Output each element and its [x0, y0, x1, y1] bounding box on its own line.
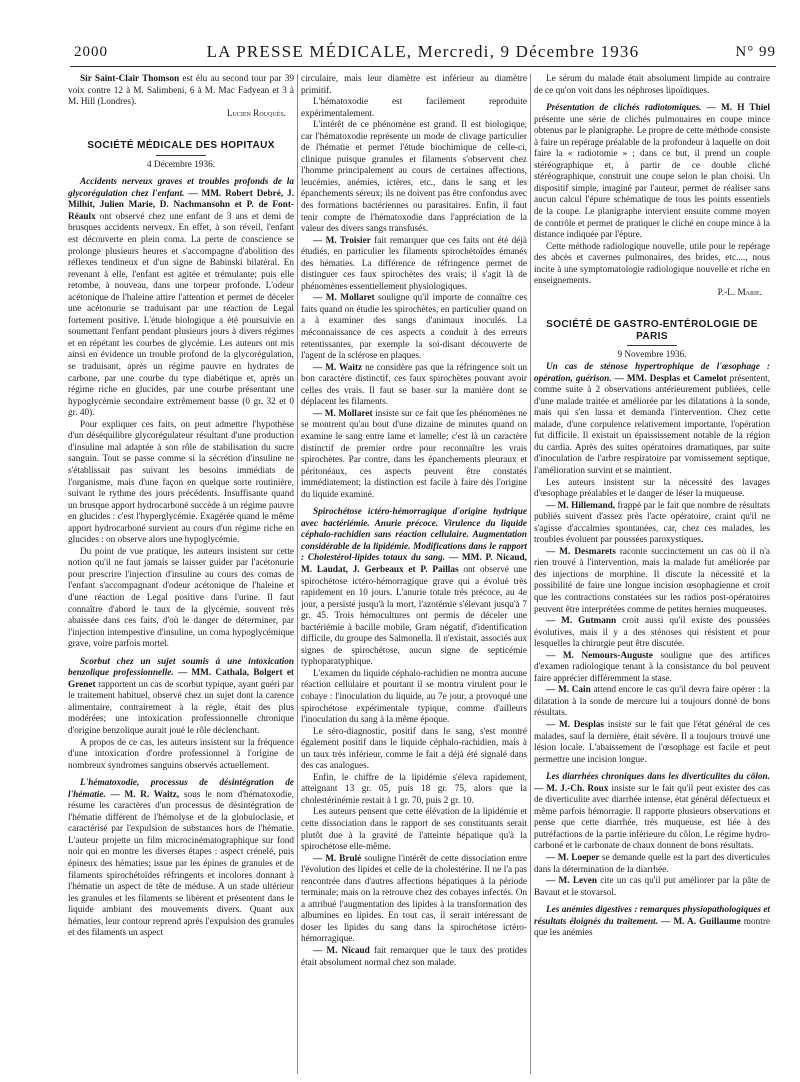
article-authors: — M. R. Waitz, [105, 789, 180, 800]
paragraph-text: attend encore le cas qu'il devra faire opérer : la dilatation à la sonde de mercure lui a toujours donné de bons résultats. [534, 685, 770, 719]
discussion [301, 236, 527, 294]
discussion [534, 501, 770, 547]
speaker-name: — M. Gutmann [546, 616, 617, 627]
speaker-name: — M. Cain [546, 685, 591, 696]
paragraph-text: fait remarquer que ces faits ont été déjà étudiés, en particulier les filaments spirochétoïdes émanés des hématies. La différence de réfringence permet de distinguer ces faux spirochètes des vrais; il s'agit là de phénomènes essentiellement physiologiques. [301, 235, 527, 292]
paragraph: Le sérum du malade était absolument limpide au contraire de ce qu'on voit dans les néphroses lipoïdiques. [534, 74, 770, 96]
paragraph: Les auteurs insistent sur la nécessité des lavages d'œsophage préalables et le danger de léser la muqueuse. [534, 477, 770, 500]
article-title: L'hématoxodie, processus de désintégration de l'hématie. [68, 778, 294, 800]
paragraph-text: croit aussi qu'il existe des poussées évolutives, mais il y a des sténoses qui résistent et pour lesquelles la chirurgie peut être discutée. [534, 616, 770, 650]
page-number: 2000 [74, 44, 108, 60]
article-title: Les diarrhées chroniques dans les diverticulites du côlon. [546, 772, 770, 783]
article [534, 905, 770, 940]
paragraph: L'hématoxodie est facilement reproduite expérimentalement. [301, 97, 527, 119]
paragraph: Du point de vue pratique, les auteurs insistent sur cette notion qu'il ne faut jamais se laisser guider par l'acétonurie pour prescrire l'injection d'insuline au cours des comas de l'enfant s'accompagnant d'odeur acétonique de l'haleine et d'une réaction de Legal positive dans l'urine. Il faut connaître d'abord le taux de la glycémie, souvent très abaissée dans ces faits, d'où le danger de déterminer, par l'injection intempestive d'insuline, un coma hypoglycémique grave, voire parfois mortel. [68, 546, 294, 650]
header-rule [70, 66, 776, 67]
paragraph: circulaire, mais leur diamètre est inférieur au diamètre primitif. [301, 74, 527, 96]
paragraph: Cette méthode radiologique nouvelle, utile pour le repérage des abcès et cavernes pulmonaires, des brides, etc...., nous incite à une symptomatologie radiologique nouvelle et riche en enseignements. [534, 241, 770, 287]
journal-title: LA PRESSE MÉDICALE, Mercredi, 9 Décembre 1936 [206, 42, 640, 61]
paragraph: Les auteurs pensent que cette élévation de la lipidémie et cette dissociation dans le rapport de ses constituants serait plutôt due à la gravité de l'atteinte hépatique qu'à la spirochétose elle-même. [301, 807, 527, 853]
article-title: Présentation de clichés radiotomiques. [546, 103, 702, 114]
column-divider [530, 74, 531, 1074]
speaker-name: — M. Nicaud [313, 946, 370, 957]
section-title: SOCIÉTÉ MÉDICALE DES HOPITAUX [68, 140, 294, 156]
speaker-name: — M. Troisier [313, 235, 371, 246]
column-divider [297, 74, 298, 1074]
article-title: Accidents nerveux graves et troubles profonds de la glycorégulation chez l'enfant. [68, 177, 294, 199]
column-2 [301, 74, 527, 1074]
page-header [70, 38, 776, 68]
article [68, 657, 294, 738]
speaker-name: — M. Hillemand, [546, 500, 616, 511]
speaker-name: — M. Mollaret [313, 408, 373, 419]
paragraph-text: est élu au second tour par 39 voix contre 12 à M. Salimbeni, 6 à M. Mac Fadyean et 3 à M. Hill (Londres). [68, 74, 294, 108]
paragraph-text: raconte succinctement un cas où il n'a rien trouvé à l'intervention, mais la malade fut améliorée par des injections de morphine. Il discute la nécessité et la possibilité de faire une longue incision œsophagienne et croit que les contractions constatées sur les radios post-opératoires peuvent être interprétées comme de petites hernies muqueuses. [534, 546, 770, 615]
article-authors: — M. A. Guillaume [658, 916, 741, 927]
paragraph-text: insiste sur le fait qu'il peut exister des cas de diverticulite avec diarrhée intense, état général défectueux et même parfois hémorragie. Il rapporte plusieurs observations et pense que cette diarrhée, très muqueuse, est liée à des putréfactions de la partie inférieure du côlon. Le régime hydro-carboné et le carbonate de chaux donnent de bons résultats. [534, 783, 770, 852]
paragraph-text: se demande quelle est la part des diverticules dans la détermination de la diarrhée. [534, 853, 770, 875]
article [534, 362, 770, 477]
paragraph-text: ont observé chez une enfant de 3 ans et demi de brusques accidents nerveux. En effet, à son réveil, l'enfant est découverte en plein coma. La perte de conscience se prolonge plusieurs heures et s'accompagne d'abolition des réflexes tendineux et d'un signe de Babinski bilatéral. En revenant à elle, l'enfant est agitée et trémulante; puis elle retombe, à nouveau, dans une torpeur profonde. L'odeur acétonique de l'haleine attire l'attention et permet de déceler une acétonurie se traduisant par une réaction de Legal fortement positive. L'étude biologique a été poursuivie en soumettant l'enfant pendant plusieurs jours à divers régimes et en répétant les courbes de glycémie. Les auteurs ont mis ainsi en évidence un trouble profond de la glycorégulation, se traduisant, après un régime pauvre en hydrates de carbone, par une courbe du type diabétique et, après un régime riche en glucides, par une courbe présentant une hypoglycémie secondaire extrêmement basse (0 gr. 32 et 0 gr. 40). [68, 211, 294, 419]
paragraph: A propos de ce cas, les auteurs insistent sur la fréquence d'une intoxication d'ordre professionnel à l'origine de nombreux syndromes sanguins observés actuellement. [68, 737, 294, 771]
article [68, 778, 294, 940]
paragraph-text: montre que les anémies [534, 916, 770, 939]
article-authors: — MM. Desplas et Camelot [611, 373, 727, 384]
signature: Lucien Rouquès. [226, 108, 286, 119]
paragraph-text: sous le nom d'hématoxodie, résume les caractères d'un processus de désintégration de l'hématie différent de l'hémolyse et de la globuloclasie, et caractérisé par l'expulsion de substances hors de l'hématie. L'auteur projette un film microcinématographique sur fond noir qui en montre les diverses étapes : aspect crénelé, puis épineux des hématies; issue par les épines de granules et de filaments spirochétoïdes réfringents et incolores donnant à l'hématie un aspect de tête de méduse. A un stade ultérieur les granules et les filaments se libèrent et présentent dans le liquide ambiant des mouvements divers. Quant aux hématies, leur contour reprend après l'expulsion des granules et des filaments un aspect [68, 789, 294, 939]
paragraph: Pour expliquer ces faits, on peut admettre l'hypothèse d'un déséquilibre glycorégulateur résultant d'une production d'insuline mal adaptée à son rôle de stabilisation du sucre sanguin. Tout se passe comme si la sécrétion d'insuline ne s'établissait pas suivant les besoins immédiats de l'organisme, mais d'une façon en quelque sorte routinière, suivant le rythme des jours précédents. Insuffisante quand un brusque apport hydrocarboné succède à un régime pauvre en glucides : c'est l'hyperglycémie. Exagérée quand le même apport hydrocarboné survient au cours d'un régime riche en glucides : on observe alors une hypoglycémie. [68, 419, 294, 546]
discussion [301, 363, 527, 409]
paragraph-text: rapportent un cas de scorbut typique, ayant guéri par le traitement habituel, observé chez un sujet dont la carence alimentaire, contrairement à la règle, était des plus modérées; une intoxication professionnelle chronique d'origine benzolique aurait joué le rôle déclenchant. [68, 679, 294, 736]
section-date: 4 Décembre 1936. [146, 159, 216, 170]
article-title: Scorbut chez un sujet soumis à une intoxication benzolique professionnelle. [68, 656, 294, 679]
signature: P.-L. Marie. [717, 287, 762, 298]
speaker-name: — M. Desplas [546, 719, 605, 730]
column-3 [534, 74, 770, 1074]
article-title: Spirochétose ictéro-hémorragique d'origine hydrique avec bactériémie. Anurie précoce. Virulence du liquide céphalo-rachidien sans réaction cellulaire. Augmentation considérable de la lipidémie. Modifications dans le rapport : Cholestérol-lipides totaux du sang. [301, 507, 527, 564]
paragraph [68, 74, 294, 109]
paragraph: Le séro-diagnostic, positif dans le sang, s'est montré également positif dans le liquide céphalo-rachidien, mais à un taux très inférieur, comme le fait a déjà été signalé dans des cas analogues. [301, 726, 527, 772]
paragraph-text: souligne l'intérêt de cette dissociation entre l'évolution des lipides et celle de la cholestérine. Il ne l'a pas rencontrée dans d'autres affections hépatiques à la période terminale; mais on la retrouve chez des cobayes infectés. On a attribué l'augmentation des lipides à la transformation des albumines en lipides. En tout cas, il serait intéressant de doser les lipides du sang dans la spirochétose ictéro-hémorragique. [301, 853, 527, 945]
author-names: Sir Saint-Clair Thomson [80, 74, 180, 84]
article-authors: — MM. P. Nicaud, M. Laudat, J. Gerbeaux et P. Paillas [301, 553, 527, 575]
speaker-name: — M. Mollaret [313, 293, 375, 304]
paragraph-text: insiste sur le fait que l'état général de ces malades, sauf la dernière, était sévère. Il a toujours trouvé une lésion locale. L'abaissement de l'œsophage est facile et peut permettre une incision longue. [534, 719, 770, 765]
discussion [534, 685, 770, 720]
article-authors: — M. J.-Ch. Roux [534, 783, 609, 794]
article [301, 507, 527, 669]
discussion [534, 853, 770, 876]
article-authors: — MM. Robert Debré, J. Milhit, Julien Marie, D. Nachmansohn et P. de Font-Réaulx [68, 188, 294, 222]
speaker-name: — M. Desmarets [546, 546, 616, 557]
speaker-name: — M. Loeper [546, 853, 600, 863]
section-date: 9 Novembre 1936. [617, 350, 687, 361]
discussion [534, 876, 770, 899]
article-title: Les anémies digestives : remarques physiopathologiques et résultats éloignés du traitement. [534, 905, 770, 927]
paragraph-text: insiste sur ce fait que les phénomènes ne se montrent qu'au bout d'une dizaine de minutes quand on examine le sang entre lame et lamelle; c'est là un caractère distinctif de premier ordre pour reconnaître les vrais spirochètes. Par contre, dans les épanchements pleuraux et péritonéaux, ces aspects peuvent être constatés immédiatement; la distinction est facile à faire dès l'origine du liquide examiné. [301, 408, 527, 500]
section-title: SOCIÉTÉ DE GASTRO-ENTÉROLOGIE DE PARIS [534, 319, 770, 346]
paragraph: Enfin, le chiffre de la lipidémie s'éleva rapidement, atteignant 13 gr. 05, puis 18 gr. 75, alors que la cholestérinémie restait à 1 gr. 70, puis 2 gr. 10. [301, 772, 527, 806]
speaker-name: — M. Nemours-Auguste [546, 650, 653, 661]
paragraph-text: présente une série de clichés pulmonaires en coupe mince obtenus par le planigraphe. Le propre de cette méthode consiste à faire un repérage préalable de la profondeur à laquelle on doit faire la « radiotomie » ; dans ce but, il prend un couple stéréographique et, à partir de ce double cliché stéréographique, construit une coupe selon le plan choisi. Un dispositif simple, imaginé par l'auteur, permet de réaliser sans aucun calcul l'épure schématique de tous les points essentiels de la coupe. Le planigraphe intervient ensuite comme moyen de contrôle et permet de pratiquer le cliché en coupe mince à la distance indiquée par l'épure. [534, 114, 770, 241]
article-authors: — M. H Thiel [701, 103, 770, 114]
speaker-name: — M. Brulé [313, 853, 362, 864]
paragraph-text: souligne que des artifices d'examen radiologique tenant à la consistance du bol peuvent faire apprécier différemment la stase. [534, 650, 770, 684]
discussion [534, 720, 770, 766]
issue-number: N° 99 [735, 44, 776, 60]
discussion [534, 651, 770, 686]
paragraph-text: frappé par le fait que nombre de résultats publiés suivent d'assez près l'acte opératoire, craint qu'il ne s'agisse d'accalmies spontanées, car, chez ces malades, les troubles évoluent par poussées paroxystiques. [534, 500, 770, 546]
paragraph-text: ont observé une spirochétose ictéro-hémorragique grave qui a évolué très rapidement en 10 jours. L'anurie totale très précoce, au 4e jour, a persisté jusqu'à la mort, l'azotémie s'élevant jusqu'à 7 gr. 45. Trois hémocultures ont permis de déceler une bactériémie à bacille mobile, Gram négatif, d'identification difficile, du groupe des Salmonella. Il n'existait, associés aux signes de spirochétose, aucun signe de septicémie typhoparatyphique. [301, 564, 527, 668]
discussion [301, 854, 527, 946]
article-authors: — MM. Cathala, Bolgert et Grenet [68, 668, 294, 690]
paragraph: L'intérêt de ce phénomène est grand. Il est biologique, car l'hématoxodie représente un mode de clivage particulier de l'hématie et permet l'étude biochimique de celle-ci, clinique puisque granules et filaments s'observent chez l'homme principalement au cours de certaines affections, leucémies, anémies, ictères, etc., dans le sang et les épanchements séreux; ils ne doivent pas être confondus avec des formations bactériennes ou parasitaires. Enfin, il faut tenir compte de l'hématoxodie dans l'appréciation de la valeur des divers sangs transfusés. [301, 120, 527, 235]
paragraph-text: souligne qu'il importe de connaître ces faits quand on étudie les spirochètes, en particulier quand on a à examiner des sangs d'animaux inoculés. La méconnaissance de ces aspects a conduit à des erreurs retentissantes, par exemple la soi-disant découverte de l'agent de la sclérose en plaques. [301, 293, 527, 362]
column-1 [68, 74, 294, 1074]
discussion [301, 409, 527, 501]
speaker-name: — M. Leven [546, 876, 597, 887]
discussion [534, 616, 770, 651]
paragraph-text: présentent, comme suite à 2 observations antérieurement publiées, celle d'une malade traitée et améliorée par les dilatations à la sonde, mais qui s'en lassa et demanda l'intervention. Chez cette malade, d'une corpulence relativement importante, l'opération fut difficile. Il existait un épaississement notable de la région du cardia. Après des suites opératoires dramatiques, par suite d'inoculation de l'arbre respiratoire par vomissement septique, l'amélioration survint et se maintient. [534, 373, 770, 476]
paragraph-text: cite un cas qu'il put améliorer par la pâte de Bavaut et le stovarsol. [534, 876, 770, 898]
discussion [301, 946, 527, 969]
article [534, 772, 770, 853]
paragraph: L'examen du liquide céphalo-rachidien ne montra aucune réaction cellulaire et pourtant il se montra virulent pour le cobaye : l'inoculation du liquide, au 7e jour, a provoqué une spirochétose expérimentale typique, comme d'ailleurs l'inoculation du sang à la même époque. [301, 668, 527, 726]
article [68, 177, 294, 419]
paragraph-text: fait remarquer que le taux des protides était absolument normal chez son malade. [301, 946, 527, 968]
article [534, 103, 770, 242]
article-title: Un cas de sténose hypertrophique de l'œsophage : opération, guérison. [534, 362, 770, 384]
speaker-name: — M. Waitz [313, 362, 363, 373]
paragraph-text: ne considère pas que la réfringence soit un bon caractère distinctif, ces faux spirochètes pouvant avoir celles des vrais. Il faut se baser sur la manière dont se déplacent les filaments. [301, 362, 527, 408]
discussion [301, 293, 527, 362]
discussion [534, 547, 770, 616]
